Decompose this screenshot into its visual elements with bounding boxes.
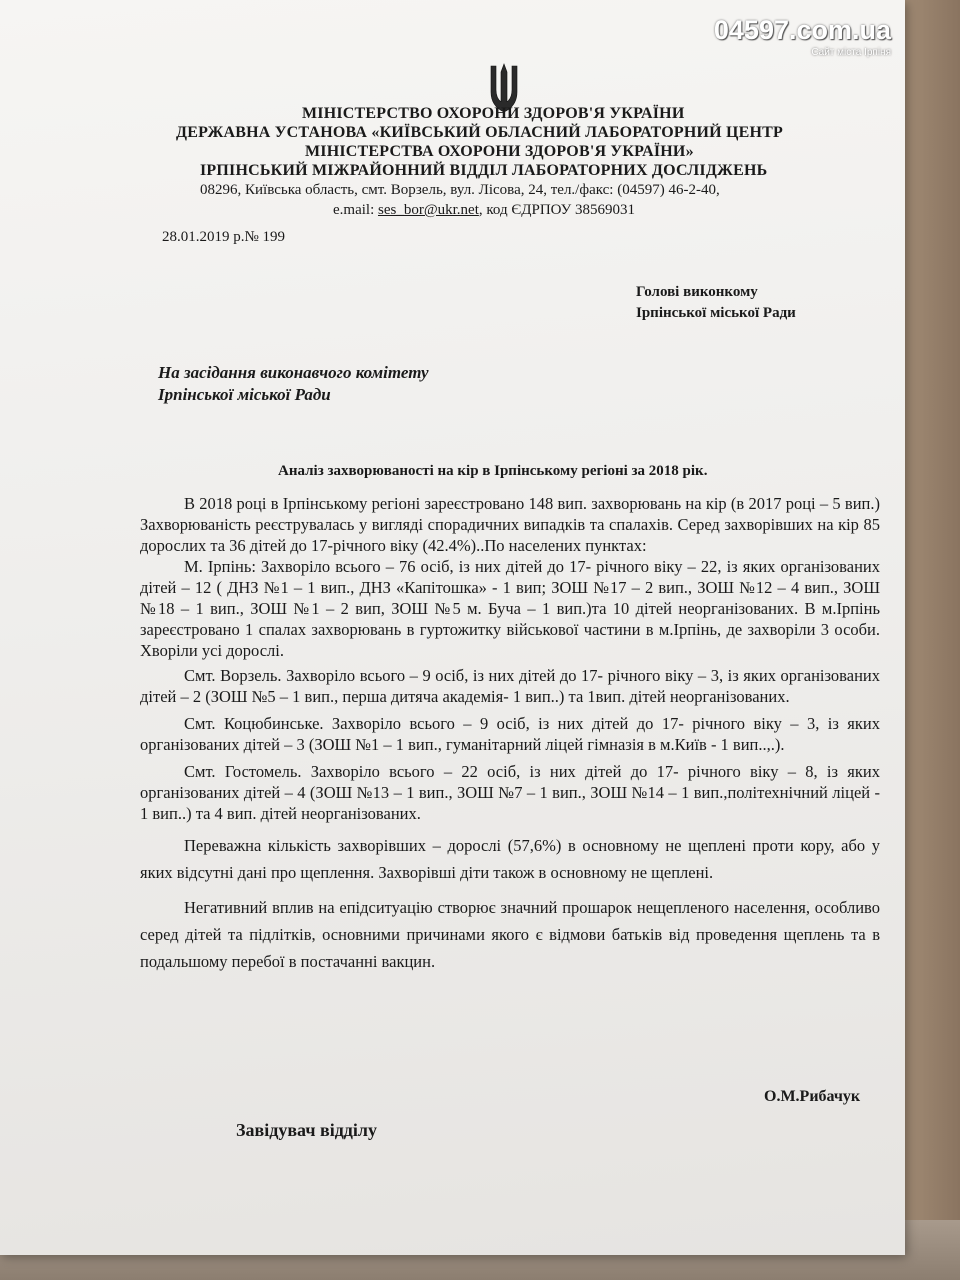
recipient-line-2: Ірпінської міської Ради: [636, 305, 796, 321]
header-institution: ДЕРЖАВНА УСТАНОВА «КИЇВСЬКИЙ ОБЛАСНИЙ ЛАБОРАТОРНИЙ ЦЕНТР: [176, 124, 784, 141]
body-text: [140, 493, 880, 975]
header-department: ІРПІНСЬКИЙ МІЖРАЙОННИЙ ВІДДІЛ ЛАБОРАТОРНИХ ДОСЛІДЖЕНЬ: [200, 162, 768, 179]
header-contact: [333, 202, 635, 219]
recipient-block: [636, 282, 796, 324]
watermark-domain: 04597.com.ua: [713, 15, 891, 45]
meeting-line-2: Ірпінської міської Ради: [158, 385, 331, 404]
document-title: Аналіз захворюваності на кір в Ірпінському регіоні за 2018 рік.: [278, 463, 708, 479]
site-watermark: [661, 14, 891, 68]
signatory-name: О.М.Рибачук: [764, 1088, 861, 1105]
header-ministry-2: МІНІСТЕРСТВА ОХОРОНИ ЗДОРОВ'Я УКРАЇНИ»: [305, 143, 694, 160]
edrpou-code: , код ЄДРПОУ 38569031: [478, 202, 636, 218]
paragraph-negative-impact: Негативний вплив на епідситуацію створює значний прошарок нещепленого населення, особливо серед дітей та підлітків, основними причинами якого є відмови батьків від проведення щеплень та в подальшому перебої в постачанні вакцин.: [140, 898, 880, 971]
document-reference: 28.01.2019 р.№ 199: [162, 229, 286, 245]
paragraph-intro: В 2018 році в Ірпінському регіоні зареєстровано 148 вип. захворювань на кір (в 2017 році – 5 вип.) Захворюваність реєструвалась у вигляді спорадичних випадків та спалахів. Серед захворівших на кір 85 дорослих та 36 дітей до 17-річного віку (42.4%)..По населених пунктах:: [140, 494, 880, 555]
header-ministry: МІНІСТЕРСТВО ОХОРОНИ ЗДОРОВ'Я УКРАЇНИ: [302, 105, 685, 122]
paragraph-hostomel: Смт. Гостомель. Захворіло всього – 22 осіб, із них дітей до 17- річного віку – 8, із яких організованих дітей – 4 (ЗОШ №13 – 1 вип., ЗОШ №7 – 1 вип., ЗОШ №14 – 1 вип.,політехнічний ліцей - 1 вип..) та 4 вип. дітей неорганізованих.: [140, 762, 880, 823]
meeting-note: [158, 362, 429, 406]
recipient-line-1: Голові виконкому: [636, 284, 758, 300]
paragraph-adults: Переважна кількість захворівших – дорослі (57,6%) в основному не щеплені проти кору, або у яких відсутні дані про щеплення. Захворівші діти також в основному не щеплені.: [140, 836, 880, 882]
email-prefix: e.mail:: [333, 202, 378, 218]
watermark-subtitle: Сайт міста Ірпіня: [811, 47, 891, 58]
signatory-position: Завідувач відділу: [236, 1120, 378, 1140]
email-link[interactable]: ses_bor@ukr.net: [378, 202, 479, 218]
paragraph-vorzel: Смт. Ворзель. Захворіло всього – 9 осіб, із них дітей до 17- річного віку – 3, із яких організованих дітей – 2 (ЗОШ №5 – 1 вип., перша дитяча академія- 1 вип..) та 1вип. дітей неорганізованих.: [140, 666, 880, 706]
paragraph-kotsiubynske: Смт. Коцюбинське. Захворіло всього – 9 осіб, із них дітей до 17- річного віку – 3, із яких організованих дітей – 3 (ЗОШ №1 – 1 вип., гуманітарний ліцей гімназія в м.Київ - 1 вип..,.).: [140, 714, 880, 754]
header-address: 08296, Київська область, смт. Ворзель, вул. Лісова, 24, тел./факс: (04597) 46-2-40,: [200, 182, 720, 198]
paragraph-irpin: М. Ірпінь: Захворіло всього – 76 осіб, із них дітей до 17- річного віку – 22, із яких організованих дітей – 12 ( ДНЗ №1 – 1 вип., ДНЗ «Капітошка» - 1 вип; ЗОШ №17 – 2 вип., ЗОШ №12 – 4 вип., ЗОШ №18 – 1 вип., ЗОШ №1 – 2 вип, ЗОШ №5 м. Буча – 1 вип.)та 10 дітей неорганізованих. В м.Ірпінь зареєстровано 1 спалах захворювань в гуртожитку військової частини в м.Ірпінь, де захворіли 3 особи. Хворіли усі дорослі.: [140, 557, 880, 660]
meeting-line-1: На засідання виконавчого комітету: [158, 363, 429, 382]
